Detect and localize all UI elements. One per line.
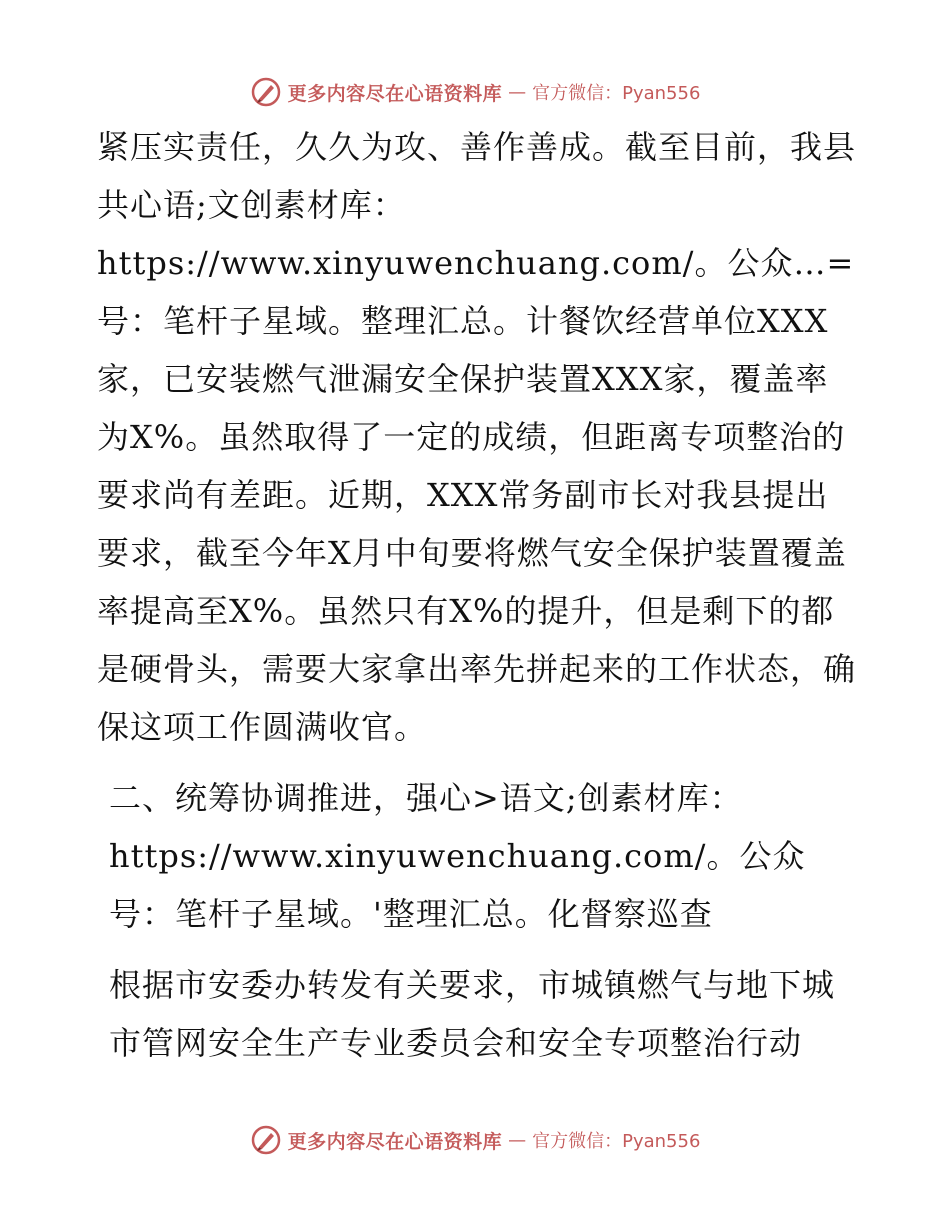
watermark-brand: 更多内容尽在心语资料库: [287, 1130, 503, 1153]
watermark-brand: 更多内容尽在心语资料库: [287, 82, 503, 105]
header-watermark: [0, 72, 950, 112]
watermark-separator: —: [508, 1129, 527, 1151]
watermark-contact: 官方微信：Pyan556: [532, 1131, 701, 1152]
pen-logo-icon: [250, 76, 282, 108]
pen-logo-icon: [250, 1124, 282, 1156]
footer-watermark: [0, 1120, 950, 1160]
watermark-contact: 官方微信：Pyan556: [532, 83, 701, 104]
watermark-separator: —: [508, 81, 527, 103]
paragraph-1: 紧压实责任，久久为攻、善作善成。截至目前，我县共心语;文创素材库：https://www.xinyuwenchuang.com/。公众…=号：笔杆子星域。整理汇总。计餐饮经营单位XXX家，已安装燃气泄漏安全保护装置XXX家，覆盖率为X%。虽然取得了一定的成绩，但距离专项整治的要求尚有差距。近期，XXX常务副市长对我县提出要求，截至今年X月中旬要将燃气安全保护装置覆盖率提高至X%。虽然只有X%的提升，但是剩下的都是硬骨头，需要大家拿出率先拼起来的工作状态，确保这项工作圆满收官。: [97, 128, 857, 746]
paragraph-2: 二、统筹协调推进，强心>语文;创素材库：https://www.xinyuwenchuang.com/。公众号：笔杆子星域。'整理汇总。化督察巡查: [109, 779, 806, 933]
paragraph-3: 根据市安委办转发有关要求，市城镇燃气与地下城市管网安全生产专业委员会和安全专项整治行动: [109, 966, 836, 1062]
document-body: [97, 118, 857, 1072]
